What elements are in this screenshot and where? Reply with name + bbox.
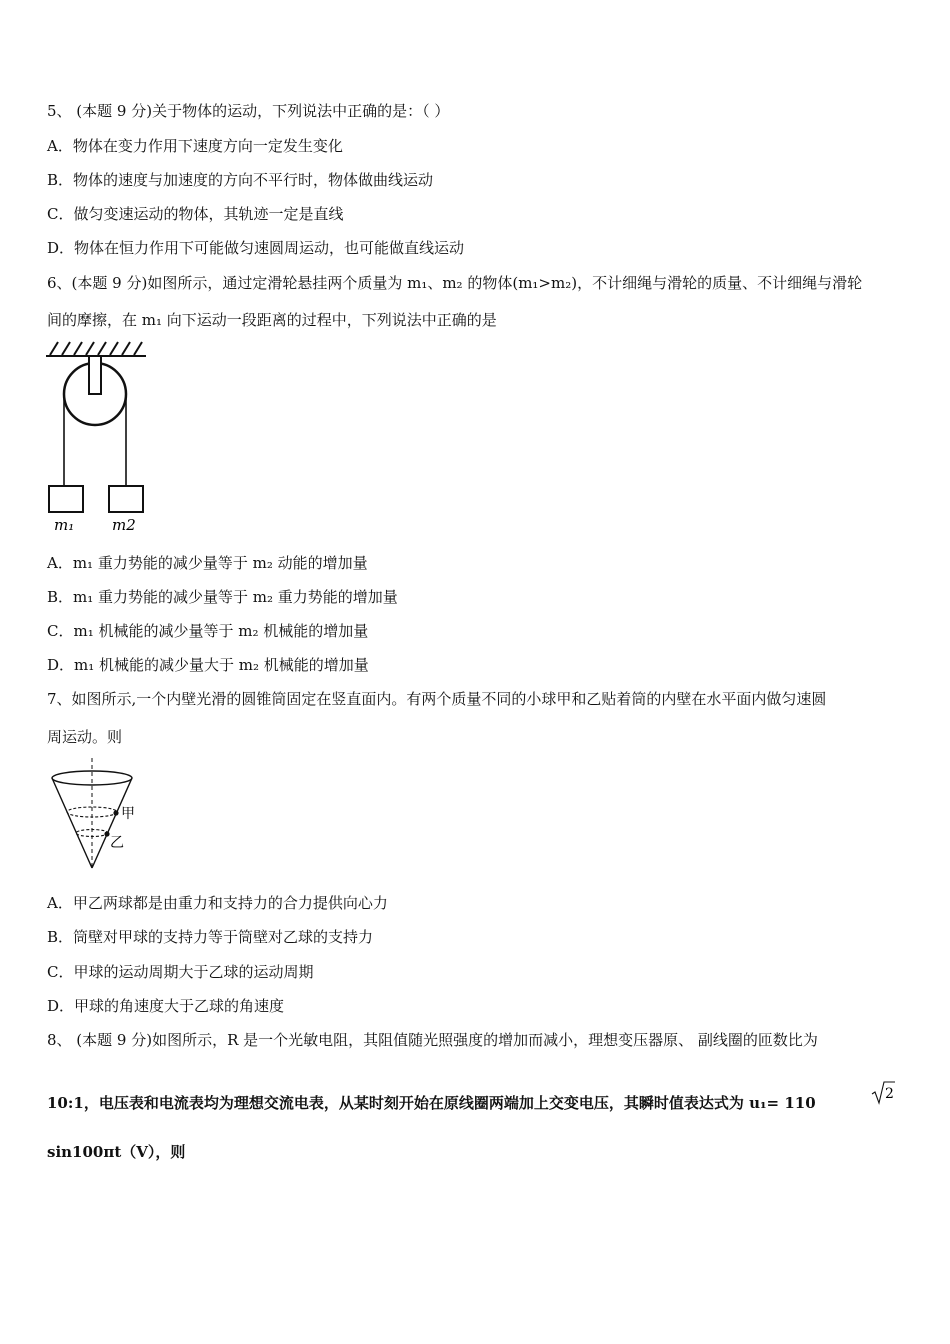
q8-stem-line3: sin100πt（V），则: [47, 1143, 186, 1161]
q7-option-d: D．甲球的角速度大于乙球的角速度: [47, 997, 285, 1015]
label-m1: m₁: [54, 516, 75, 534]
label-jia: 甲: [121, 806, 135, 822]
q7-option-a: A．甲乙两球都是由重力和支持力的合力提供向心力: [47, 894, 388, 912]
q6-option-d: D．m₁ 机械能的减少量大于 m₂ 机械能的增加量: [47, 656, 369, 674]
q7-option-c: C．甲球的运动周期大于乙球的运动周期: [47, 963, 314, 981]
block-m1: [49, 486, 83, 512]
pulley-figure: [44, 338, 154, 538]
block-m2: [109, 486, 143, 512]
pulley-bracket: [89, 356, 101, 394]
q6-option-b: B．m₁ 重力势能的减少量等于 m₂ 重力势能的增加量: [47, 588, 398, 606]
cone-figure: [44, 756, 144, 874]
label-m2: m2: [112, 516, 136, 534]
q8-stem-line1: 8、 (本题 9 分)如图所示，R 是一个光敏电阻，其阻值随光照强度的增加而减小，理想变压器原、 副线圈的匝数比为: [47, 1031, 818, 1049]
q5-stem: 5、 (本题 9 分)关于物体的运动，下列说法中正确的是：（ ）: [47, 102, 450, 120]
q6-stem-line1: 6、(本题 9 分)如图所示，通过定滑轮悬挂两个质量为 m₁、m₂ 的物体(m₁>m₂)，不计细绳与滑轮的质量、不计细绳与滑轮: [47, 274, 863, 292]
cone-right-side: [92, 778, 132, 868]
q5-option-a: A．物体在变力作用下速度方向一定发生变化: [47, 137, 343, 155]
q7-stem-line1: 7、如图所示,一个内壁光滑的圆锥筒固定在竖直面内。有两个质量不同的小球甲和乙贴着筒的内壁在水平面内做匀速圆: [47, 690, 827, 708]
sqrt-radicand: 2: [885, 1086, 894, 1102]
q7-option-b: B．筒壁对甲球的支持力等于筒壁对乙球的支持力: [47, 928, 374, 946]
label-yi: 乙: [110, 835, 124, 851]
q5-option-b: B．物体的速度与加速度的方向不平行时，物体做曲线运动: [47, 171, 434, 189]
q6-option-c: C．m₁ 机械能的减少量等于 m₂ 机械能的增加量: [47, 622, 369, 640]
q6-option-a: A．m₁ 重力势能的减少量等于 m₂ 动能的增加量: [47, 554, 368, 572]
ball-jia: [113, 810, 118, 815]
cone-left-side: [52, 778, 92, 868]
q5-option-d: D．物体在恒力作用下可能做匀速圆周运动，也可能做直线运动: [47, 239, 465, 257]
q6-stem-line2: 间的摩擦，在 m₁ 向下运动一段距离的过程中，下列说法中正确的是: [47, 311, 497, 329]
ball-yi: [104, 831, 109, 836]
q8-stem-line2: 10:1，电压表和电流表均为理想交流电表，从某时刻开始在原线圈两端加上交变电压，其瞬时值表达式为 u₁= 110: [47, 1094, 816, 1112]
q5-option-c: C．做匀变速运动的物体，其轨迹一定是直线: [47, 205, 344, 223]
q7-stem-line2: 周运动。则: [47, 728, 123, 746]
ceiling: [46, 342, 146, 356]
sqrt-symbol: [870, 1080, 896, 1106]
